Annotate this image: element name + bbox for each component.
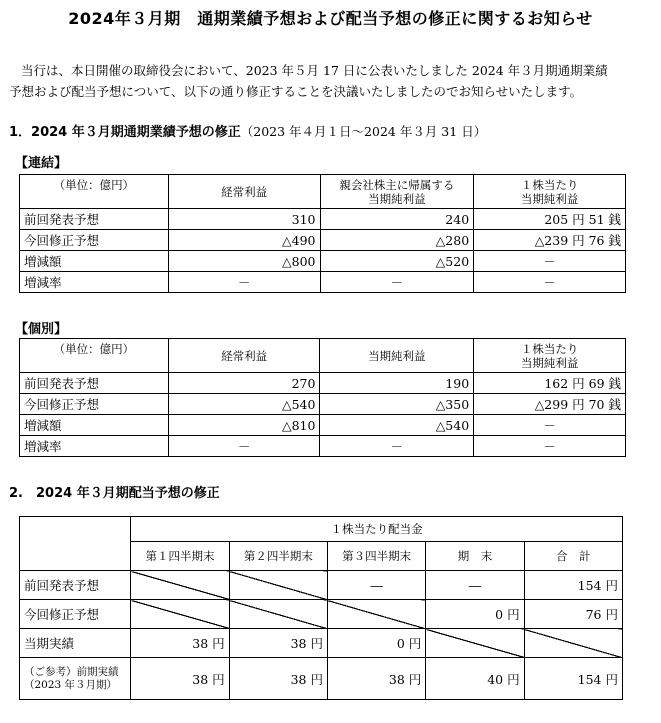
slash-cell xyxy=(131,571,229,600)
nonconsolidated-label: 【個別】 xyxy=(15,322,68,337)
cell-value: 0 円 xyxy=(327,629,425,658)
cell-value: △520 xyxy=(320,251,474,272)
cell-value: 270 xyxy=(168,373,320,394)
slash-cell xyxy=(131,600,229,629)
row-label: 今回修正予想 xyxy=(20,394,169,415)
consolidated-label: 【連結】 xyxy=(15,156,68,171)
corner-cell xyxy=(20,517,131,571)
cell-value: 38 円 xyxy=(229,658,327,700)
row-label: 前回発表予想 xyxy=(20,571,131,600)
header-total: 合 計 xyxy=(524,542,622,571)
header-ordinary-profit: 経常利益 xyxy=(168,175,320,209)
table-row xyxy=(20,373,626,394)
cell-value: 154 円 xyxy=(524,658,622,700)
page-title: 2024年３月期 通期業績予想および配当予想の修正に関するお知らせ xyxy=(68,9,593,28)
header-net-income: 親会社株主に帰属する 当期純利益 xyxy=(320,175,474,209)
section2-heading: 2. 2024 年３月期配当予想の修正 xyxy=(9,486,220,501)
cell-value: △490 xyxy=(168,230,320,251)
consolidated-table xyxy=(19,174,626,293)
cell-value: △540 xyxy=(168,394,320,415)
cell-value: － xyxy=(320,272,474,293)
cell-value: 38 円 xyxy=(229,629,327,658)
table-header-row xyxy=(20,517,623,542)
cell-value: 310 xyxy=(168,209,320,230)
row-label: 増減率 xyxy=(20,272,169,293)
table-header-row xyxy=(20,339,626,373)
header-year-end: 期 末 xyxy=(426,542,524,571)
cell-value: 154 円 xyxy=(524,571,622,600)
header-ordinary-profit: 経常利益 xyxy=(168,339,320,373)
intro-paragraph xyxy=(9,60,657,102)
row-label: 増減額 xyxy=(20,251,169,272)
cell-value: 38 円 xyxy=(131,658,229,700)
header-q3: 第３四半期末 xyxy=(327,542,425,571)
table-row xyxy=(20,230,626,251)
cell-value: 38 円 xyxy=(327,658,425,700)
cell-value: － xyxy=(474,436,626,457)
section1-heading xyxy=(9,121,486,140)
cell-value: 205 円 51 銭 xyxy=(474,209,626,230)
header-q1: 第１四半期末 xyxy=(131,542,229,571)
cell-value: △800 xyxy=(168,251,320,272)
cell-value: － xyxy=(168,272,320,293)
unit-label: （単位：億円） xyxy=(20,339,169,373)
table-header-row xyxy=(20,175,626,209)
dividend-table xyxy=(19,516,623,700)
group-header: １株当たり配当金 xyxy=(131,517,623,542)
cell-value: 162 円 69 銭 xyxy=(474,373,626,394)
nonconsolidated-table xyxy=(19,338,626,457)
cell-value: △239 円 76 銭 xyxy=(474,230,626,251)
cell-value: － xyxy=(320,436,474,457)
row-label: 前回発表予想 xyxy=(20,209,169,230)
cell-value: － xyxy=(474,415,626,436)
table-row xyxy=(20,272,626,293)
slash-cell xyxy=(524,629,622,658)
intro-line-1: 当行は、本日開催の取締役会において、2023 年５月 17 日に公表いたしました 2024 年３月期通期業績 xyxy=(21,63,608,78)
row-label: 今回修正予想 xyxy=(20,230,169,251)
cell-value: ― xyxy=(426,571,524,600)
section1-title: 1．2024 年３月期通期業績予想の修正 xyxy=(9,125,241,140)
row-label-line2: （2023 年３月期） xyxy=(24,678,118,691)
unit-label: （単位：億円） xyxy=(20,175,169,209)
cell-value: 190 xyxy=(320,373,474,394)
row-label xyxy=(20,658,131,700)
cell-value: － xyxy=(474,251,626,272)
slash-cell xyxy=(327,600,425,629)
intro-line-2: 予想および配当予想について、以下の通り修正することを決議いたしましたのでお知らせいたします。 xyxy=(9,84,583,99)
row-label: 増減率 xyxy=(20,436,169,457)
table-row xyxy=(20,629,623,658)
header-eps: １株当たり 当期純利益 xyxy=(474,339,626,373)
section1-period: （2023 年４月１日～2024 年３月 31 日） xyxy=(240,124,487,139)
cell-value: － xyxy=(168,436,320,457)
cell-value: △280 xyxy=(320,230,474,251)
cell-value: － xyxy=(474,272,626,293)
cell-value: △350 xyxy=(320,394,474,415)
table-row xyxy=(20,415,626,436)
slash-cell xyxy=(426,629,524,658)
row-label: 前回発表予想 xyxy=(20,373,169,394)
slash-cell xyxy=(229,571,327,600)
row-label-line1: （ご参考）前期実績 xyxy=(24,665,119,678)
cell-value: 40 円 xyxy=(426,658,524,700)
header-net-income: 当期純利益 xyxy=(320,339,474,373)
row-label: 当期実績 xyxy=(20,629,131,658)
table-row xyxy=(20,600,623,629)
table-row xyxy=(20,251,626,272)
table-row xyxy=(20,394,626,415)
cell-value: 240 xyxy=(320,209,474,230)
table-row xyxy=(20,658,623,700)
table-row xyxy=(20,436,626,457)
row-label: 増減額 xyxy=(20,415,169,436)
row-label: 今回修正予想 xyxy=(20,600,131,629)
cell-value: △540 xyxy=(320,415,474,436)
cell-value: ― xyxy=(327,571,425,600)
header-q2: 第２四半期末 xyxy=(229,542,327,571)
table-row xyxy=(20,209,626,230)
cell-value: △299 円 70 銭 xyxy=(474,394,626,415)
cell-value: 76 円 xyxy=(524,600,622,629)
cell-value: 0 円 xyxy=(426,600,524,629)
table-row xyxy=(20,571,623,600)
header-eps: １株当たり 当期純利益 xyxy=(474,175,626,209)
cell-value: △810 xyxy=(168,415,320,436)
slash-cell xyxy=(229,600,327,629)
cell-value: 38 円 xyxy=(131,629,229,658)
